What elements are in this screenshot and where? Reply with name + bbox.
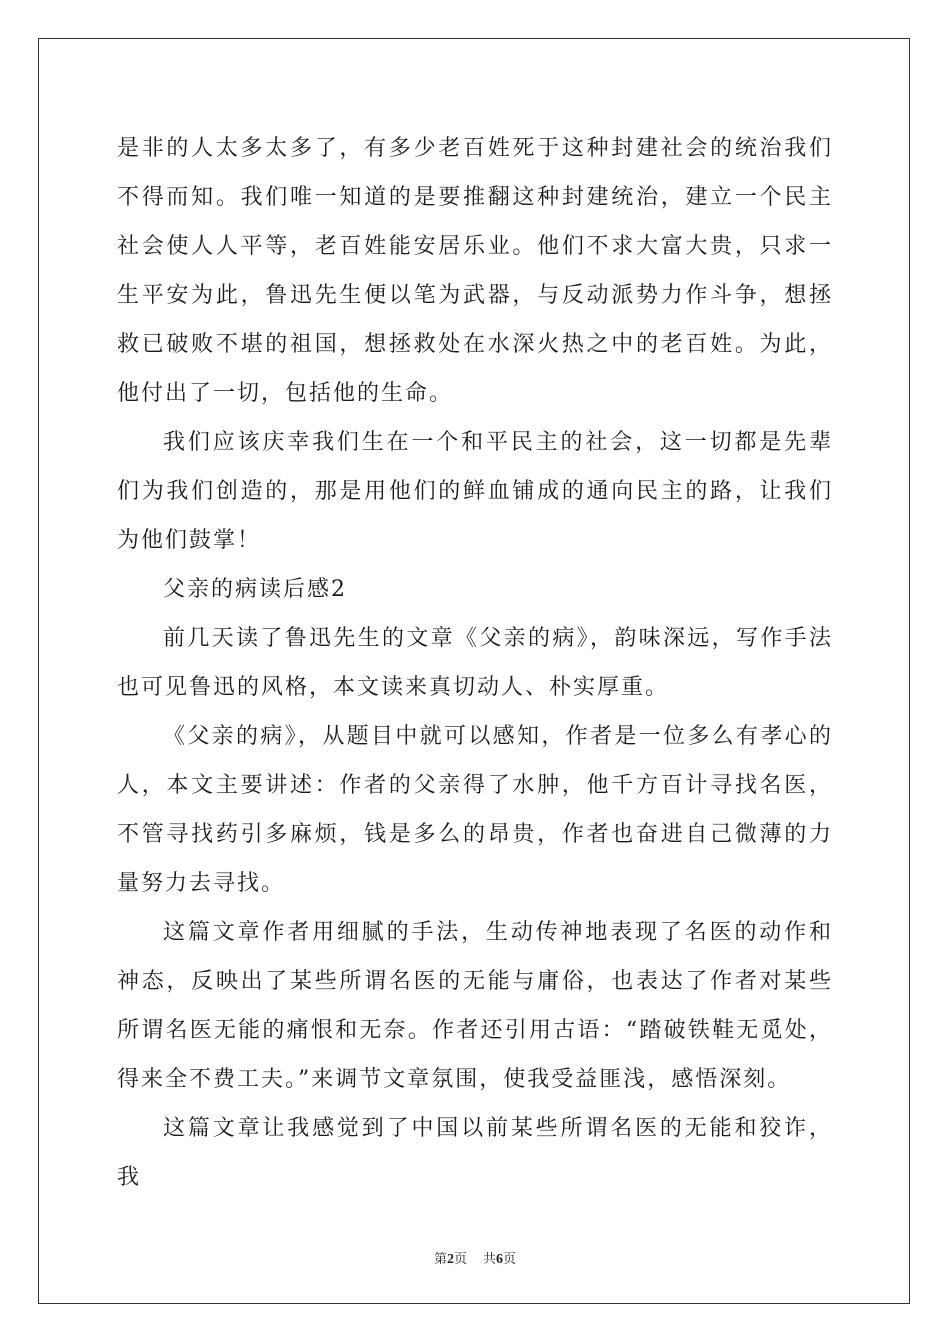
paragraph-6: 这篇文章让我感觉到了中国以前某些所谓名医的无能和狡诈，我 bbox=[117, 1116, 833, 1190]
paragraph-1: 是非的人太多太多了，有多少老百姓死于这种封建社会的统治我们不得而知。我们唯一知道的是要推翻这种封建统治，建立一个民主社会使人人平等，老百姓能安居乐业。他们不求大富大贵，只求一生平安为此，鲁迅先生便以笔为武器，与反动派势力作斗争，想拯救已破败不堪的祖国，想拯救处在水深火热之中的老百姓。为此，他付出了一切，包括他的生命。 bbox=[117, 136, 833, 406]
paragraph-5: 这篇文章作者用细腻的手法，生动传神地表现了名医的动作和神态，反映出了某些所谓名医的无能与庸俗，也表达了作者对某些所谓名医无能的痛恨和无奈。作者还引用古语：“踏破铁鞋无觅处，得来全不费工夫。”来调节文章氛围，使我受益匪浅，感悟深刻。 bbox=[117, 920, 833, 1092]
paragraph-3: 前几天读了鲁迅先生的文章《父亲的病》，韵味深远，写作手法也可见鲁迅的风格，本文读来真切动人、朴实厚重。 bbox=[117, 626, 833, 700]
total-prefix: 共 bbox=[483, 1252, 497, 1267]
document-body bbox=[117, 124, 833, 1202]
page-total: 6 bbox=[496, 1252, 504, 1267]
page-unit: 页 bbox=[453, 1252, 467, 1267]
section-heading: 父亲的病读后感2 bbox=[163, 577, 347, 602]
page-current: 2 bbox=[446, 1252, 454, 1267]
paragraph-2: 我们应该庆幸我们生在一个和平民主的社会，这一切都是先辈们为我们创造的，那是用他们的鲜血铺成的通向民主的路，让我们为他们鼓掌！ bbox=[117, 430, 833, 553]
paragraph-4: 《父亲的病》，从题目中就可以感知，作者是一位多么有孝心的人，本文主要讲述：作者的父亲得了水肿，他千方百计寻找名医，不管寻找药引多麻烦，钱是多么的昂贵，作者也奋进自己微薄的力量努力去寻找。 bbox=[117, 724, 833, 896]
page-footer bbox=[0, 1248, 950, 1268]
page-prefix: 第 bbox=[433, 1252, 447, 1267]
total-unit: 页 bbox=[503, 1252, 517, 1267]
